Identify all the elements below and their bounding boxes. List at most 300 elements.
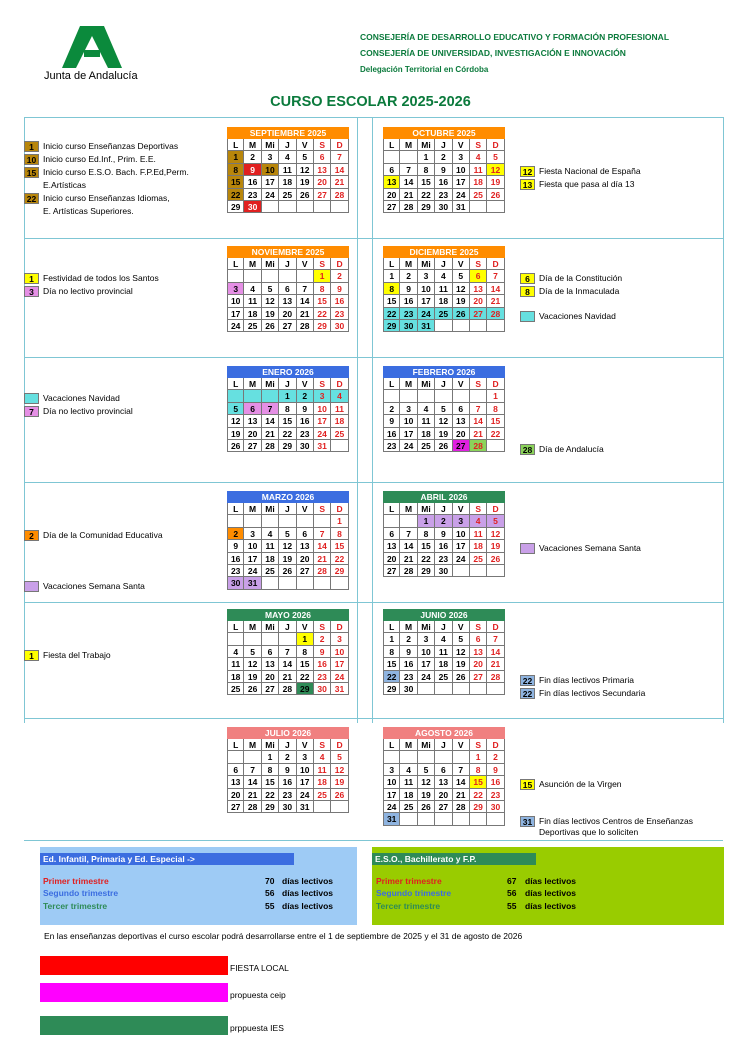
empty-cell — [262, 633, 279, 645]
day-cell: 8 — [314, 283, 331, 295]
day-cell: 22 — [297, 671, 314, 683]
month-grid — [383, 621, 505, 695]
legend-text: Asunción de la Virgen — [539, 779, 622, 789]
legend-swatch: 15 — [520, 779, 535, 790]
legend-text: Fin días lectivos Centros de Enseñanzas — [539, 816, 694, 826]
weekday-header: L — [227, 503, 244, 515]
day-cell: 13 — [227, 776, 244, 788]
empty-cell — [227, 633, 244, 645]
day-cell: 25 — [262, 565, 279, 577]
weekday-header: V — [453, 503, 470, 515]
day-cell: 20 — [453, 428, 470, 440]
ies-proposal-label: prppuesta IES — [230, 1023, 284, 1033]
empty-cell — [331, 577, 348, 589]
row-divider — [24, 718, 723, 719]
day-cell: 21 — [262, 428, 279, 440]
day-cell: 18 — [400, 789, 417, 801]
weekday-header: L — [227, 139, 244, 151]
day-cell: 23 — [435, 189, 452, 201]
day-cell: 18 — [314, 776, 331, 788]
empty-cell — [453, 683, 470, 695]
weekday-header: Mi — [262, 378, 279, 390]
legend-swatch: 1 — [24, 650, 39, 661]
day-cell: 1 — [383, 633, 400, 645]
day-cell: 20 — [383, 553, 400, 565]
day-cell: 18 — [279, 176, 296, 188]
weekday-header: S — [314, 378, 331, 390]
day-cell: 21 — [487, 295, 504, 307]
day-cell: 15 — [314, 295, 331, 307]
day-cell: 17 — [244, 553, 261, 565]
day-cell: 30 — [435, 565, 452, 577]
weekday-header: S — [470, 621, 487, 633]
legend-text: Fin días lectivos Secundaria — [539, 688, 646, 698]
third-term-label: Tercer trimestre — [43, 901, 108, 911]
day-cell: 24 — [314, 428, 331, 440]
day-cell: 2 — [227, 528, 244, 540]
month-calendar — [383, 727, 505, 826]
month-title: ENERO 2026 — [227, 366, 349, 378]
day-cell: 22 — [418, 189, 435, 201]
day-cell: 22 — [227, 189, 244, 201]
day-cell: 22 — [314, 308, 331, 320]
row-divider — [24, 357, 723, 358]
legend-text: Vacaciones Navidad — [43, 393, 120, 403]
empty-cell — [400, 751, 417, 763]
day-cell: 1 — [314, 270, 331, 282]
day-cell: 31 — [244, 577, 261, 589]
day-cell: 19 — [244, 671, 261, 683]
day-cell: 14 — [400, 540, 417, 552]
month-grid — [227, 503, 349, 590]
empty-cell — [383, 390, 400, 402]
day-cell: 21 — [279, 671, 296, 683]
day-cell: 10 — [383, 776, 400, 788]
legend-text: Día de la Inmaculada — [539, 286, 620, 296]
legend-swatch: 10 — [24, 154, 39, 165]
day-cell: 24 — [418, 308, 435, 320]
day-cell: 18 — [227, 671, 244, 683]
month-calendar — [227, 127, 349, 213]
weekday-header: Mi — [418, 258, 435, 270]
day-cell: 18 — [418, 428, 435, 440]
day-cell: 6 — [383, 164, 400, 176]
day-cell: 23 — [314, 671, 331, 683]
day-cell: 15 — [418, 176, 435, 188]
day-cell: 30 — [244, 201, 261, 213]
legend-swatch: 1 — [24, 141, 39, 152]
day-cell: 3 — [297, 751, 314, 763]
day-cell: 12 — [297, 164, 314, 176]
weekday-header: Mi — [418, 378, 435, 390]
day-cell: 17 — [297, 776, 314, 788]
days-unit: días lectivos — [525, 901, 577, 911]
weekday-header: L — [383, 503, 400, 515]
weekday-header: D — [331, 739, 348, 751]
day-cell: 25 — [435, 671, 452, 683]
day-cell: 4 — [435, 270, 452, 282]
day-cell: 18 — [435, 295, 452, 307]
weekday-header: M — [244, 739, 261, 751]
first-term-days: 70 — [265, 876, 275, 886]
empty-cell — [470, 813, 487, 825]
weekday-header: Mi — [418, 139, 435, 151]
month-grid — [383, 378, 505, 452]
second-term-days: 56 — [265, 888, 275, 898]
day-cell: 6 — [470, 633, 487, 645]
day-cell: 26 — [453, 308, 470, 320]
day-cell: 2 — [400, 270, 417, 282]
day-cell: 8 — [383, 283, 400, 295]
day-cell: 27 — [262, 683, 279, 695]
legend-swatch: 15 — [24, 167, 39, 178]
first-term-label: Primer trimestre — [376, 876, 442, 886]
day-cell: 2 — [383, 403, 400, 415]
day-cell: 29 — [418, 565, 435, 577]
day-cell: 13 — [470, 646, 487, 658]
day-cell: 17 — [453, 540, 470, 552]
empty-cell — [244, 515, 261, 527]
row-divider — [24, 840, 723, 841]
legend-text: E. Artísticas Superiores. — [43, 206, 134, 216]
empty-cell — [331, 801, 348, 813]
day-cell: 27 — [227, 801, 244, 813]
day-cell: 23 — [487, 789, 504, 801]
day-cell: 5 — [297, 151, 314, 163]
day-cell: 12 — [418, 776, 435, 788]
day-cell: 29 — [314, 320, 331, 332]
day-cell: 16 — [400, 658, 417, 670]
day-cell: 16 — [383, 428, 400, 440]
weekday-header: L — [383, 258, 400, 270]
day-cell: 17 — [418, 295, 435, 307]
day-cell: 2 — [297, 390, 314, 402]
weekday-header: S — [314, 503, 331, 515]
day-cell: 28 — [314, 565, 331, 577]
weekday-header: Mi — [418, 739, 435, 751]
day-cell: 10 — [297, 764, 314, 776]
weekday-header: J — [279, 139, 296, 151]
day-cell: 6 — [227, 764, 244, 776]
day-cell: 11 — [279, 164, 296, 176]
legend-swatch: 3 — [24, 286, 39, 297]
day-cell: 17 — [418, 658, 435, 670]
day-cell: 7 — [297, 283, 314, 295]
day-cell: 25 — [331, 428, 348, 440]
day-cell: 16 — [314, 658, 331, 670]
days-unit: días lectivos — [282, 901, 334, 911]
legend-swatch: 8 — [520, 286, 535, 297]
weekday-header: J — [279, 378, 296, 390]
weekday-header: Mi — [262, 258, 279, 270]
legend-text: Inicio curso Enseñanzas Idiomas, — [43, 193, 170, 203]
weekday-header: Mi — [418, 621, 435, 633]
day-cell: 24 — [418, 671, 435, 683]
day-cell: 18 — [262, 553, 279, 565]
day-cell: 13 — [383, 540, 400, 552]
third-term-days: 55 — [265, 901, 275, 911]
day-cell: 1 — [418, 151, 435, 163]
weekday-header: M — [400, 621, 417, 633]
weekday-header: J — [435, 139, 452, 151]
day-cell: 10 — [227, 295, 244, 307]
empty-cell — [418, 813, 435, 825]
weekday-header: L — [383, 739, 400, 751]
month-calendar — [227, 727, 349, 813]
day-cell: 14 — [314, 540, 331, 552]
day-cell: 28 — [487, 671, 504, 683]
empty-cell — [227, 515, 244, 527]
day-cell: 17 — [331, 658, 348, 670]
day-cell: 11 — [331, 403, 348, 415]
days-unit: días lectivos — [525, 888, 577, 898]
legend-swatch: 31 — [520, 816, 535, 827]
day-cell: 16 — [435, 176, 452, 188]
weekday-header: Mi — [262, 503, 279, 515]
day-cell: 3 — [331, 633, 348, 645]
day-cell: 11 — [400, 776, 417, 788]
day-cell: 14 — [244, 776, 261, 788]
empty-cell — [400, 515, 417, 527]
day-cell: 23 — [244, 189, 261, 201]
day-cell: 26 — [262, 320, 279, 332]
day-cell: 29 — [383, 683, 400, 695]
local-holiday-label: FIESTA LOCAL — [230, 963, 289, 973]
day-cell: 19 — [279, 553, 296, 565]
day-cell: 24 — [453, 553, 470, 565]
day-cell: 4 — [262, 528, 279, 540]
month-title: NOVIEMBRE 2025 — [227, 246, 349, 258]
day-cell: 8 — [331, 528, 348, 540]
day-cell: 22 — [279, 428, 296, 440]
day-cell: 12 — [244, 658, 261, 670]
weekday-header: M — [244, 258, 261, 270]
month-title: ABRIL 2026 — [383, 491, 505, 503]
empty-cell — [279, 633, 296, 645]
day-cell: 21 — [400, 189, 417, 201]
day-cell: 25 — [418, 440, 435, 452]
weekday-header: V — [453, 258, 470, 270]
day-cell: 1 — [487, 390, 504, 402]
empty-cell — [418, 390, 435, 402]
day-cell: 27 — [244, 440, 261, 452]
empty-cell — [262, 515, 279, 527]
day-cell: 19 — [418, 789, 435, 801]
day-cell: 4 — [279, 151, 296, 163]
empty-cell — [383, 515, 400, 527]
day-cell: 3 — [453, 515, 470, 527]
day-cell: 26 — [297, 189, 314, 201]
weekday-header: V — [453, 621, 470, 633]
empty-cell — [314, 515, 331, 527]
month-calendar — [227, 366, 349, 452]
weekday-header: L — [383, 139, 400, 151]
day-cell: 1 — [331, 515, 348, 527]
day-cell: 28 — [331, 189, 348, 201]
month-title: MAYO 2026 — [227, 609, 349, 621]
weekday-header: L — [227, 739, 244, 751]
empty-cell — [244, 751, 261, 763]
empty-cell — [435, 390, 452, 402]
day-cell: 5 — [453, 633, 470, 645]
day-cell: 12 — [262, 295, 279, 307]
weekday-header: J — [279, 503, 296, 515]
weekday-header: M — [244, 503, 261, 515]
day-cell: 3 — [418, 633, 435, 645]
legend-swatch: 22 — [520, 688, 535, 699]
legend-swatch: 12 — [520, 166, 535, 177]
day-cell: 13 — [279, 295, 296, 307]
day-cell: 2 — [435, 515, 452, 527]
month-calendar — [227, 609, 349, 695]
day-cell: 25 — [227, 683, 244, 695]
weekday-header: D — [331, 139, 348, 151]
day-cell: 23 — [297, 428, 314, 440]
day-cell: 29 — [262, 801, 279, 813]
day-cell: 4 — [470, 151, 487, 163]
empty-cell — [435, 683, 452, 695]
day-cell: 16 — [244, 176, 261, 188]
day-cell: 31 — [297, 801, 314, 813]
day-cell: 16 — [400, 295, 417, 307]
day-cell: 4 — [400, 764, 417, 776]
day-cell: 9 — [400, 646, 417, 658]
weekday-header: J — [435, 258, 452, 270]
day-cell: 18 — [435, 658, 452, 670]
day-cell: 19 — [297, 176, 314, 188]
day-cell: 28 — [262, 440, 279, 452]
day-cell: 5 — [487, 515, 504, 527]
empty-cell — [487, 320, 504, 332]
day-cell: 8 — [297, 646, 314, 658]
day-cell: 30 — [314, 683, 331, 695]
day-cell: 26 — [487, 189, 504, 201]
day-cell: 7 — [400, 164, 417, 176]
empty-cell — [470, 683, 487, 695]
day-cell: 2 — [314, 633, 331, 645]
day-cell: 28 — [470, 440, 487, 452]
day-cell: 29 — [227, 201, 244, 213]
day-cell: 8 — [227, 164, 244, 176]
day-cell: 24 — [383, 801, 400, 813]
month-grid — [227, 621, 349, 695]
legend-text: Fiesta Nacional de España — [539, 166, 641, 176]
weekday-header: M — [400, 739, 417, 751]
empty-cell — [227, 390, 244, 402]
day-cell: 7 — [244, 764, 261, 776]
day-cell: 2 — [331, 270, 348, 282]
empty-cell — [435, 813, 452, 825]
weekday-header: S — [470, 378, 487, 390]
row-divider — [24, 238, 723, 239]
day-cell: 25 — [470, 189, 487, 201]
second-term-label: Segundo trimestre — [43, 888, 119, 898]
weekday-header: D — [331, 378, 348, 390]
empty-cell — [244, 390, 261, 402]
org-line-2: CONSEJERÍA DE UNIVERSIDAD, INVESTIGACIÓN E INNOVACIÓN — [360, 48, 626, 58]
weekday-header: L — [383, 378, 400, 390]
weekday-header: M — [400, 503, 417, 515]
day-cell: 20 — [470, 658, 487, 670]
legend-swatch — [24, 581, 39, 592]
weekday-header: D — [487, 258, 504, 270]
empty-cell — [262, 390, 279, 402]
month-title: SEPTIEMBRE 2025 — [227, 127, 349, 139]
day-cell: 30 — [279, 801, 296, 813]
day-cell: 2 — [435, 151, 452, 163]
weekday-header: L — [227, 621, 244, 633]
day-cell: 2 — [279, 751, 296, 763]
legend-swatch: 7 — [24, 406, 39, 417]
day-cell: 17 — [453, 176, 470, 188]
day-cell: 1 — [227, 151, 244, 163]
day-cell: 28 — [400, 565, 417, 577]
day-cell: 10 — [331, 646, 348, 658]
day-cell: 28 — [297, 320, 314, 332]
empty-cell — [487, 683, 504, 695]
day-cell: 5 — [453, 270, 470, 282]
day-cell: 8 — [279, 403, 296, 415]
org-line-3: Delegación Territorial en Córdoba — [360, 65, 489, 74]
day-cell: 15 — [487, 415, 504, 427]
ies-proposal-swatch — [40, 1016, 228, 1035]
empty-cell — [418, 683, 435, 695]
day-cell: 31 — [383, 813, 400, 825]
day-cell: 20 — [435, 789, 452, 801]
empty-cell — [279, 515, 296, 527]
day-cell: 10 — [418, 646, 435, 658]
empty-cell — [262, 270, 279, 282]
day-cell: 30 — [297, 440, 314, 452]
day-cell: 7 — [453, 764, 470, 776]
month-calendar — [227, 246, 349, 332]
day-cell: 20 — [470, 295, 487, 307]
empty-cell — [435, 751, 452, 763]
day-cell: 21 — [487, 658, 504, 670]
weekday-header: Mi — [418, 503, 435, 515]
day-cell: 12 — [453, 646, 470, 658]
month-grid — [383, 139, 505, 213]
day-cell: 19 — [435, 428, 452, 440]
day-cell: 19 — [487, 176, 504, 188]
month-calendar — [383, 246, 505, 332]
day-cell: 21 — [453, 789, 470, 801]
month-calendar — [383, 491, 505, 577]
day-cell: 19 — [262, 308, 279, 320]
day-cell: 25 — [400, 801, 417, 813]
empty-cell — [331, 201, 348, 213]
empty-cell — [297, 270, 314, 282]
weekday-header: S — [314, 258, 331, 270]
summary-primary-title: Ed. Infantil, Primaria y Ed. Especial -> — [40, 853, 294, 865]
day-cell: 4 — [244, 283, 261, 295]
day-cell: 17 — [314, 415, 331, 427]
day-cell: 11 — [262, 540, 279, 552]
day-cell: 23 — [331, 308, 348, 320]
day-cell: 13 — [297, 540, 314, 552]
day-cell: 9 — [314, 646, 331, 658]
day-cell: 31 — [314, 440, 331, 452]
day-cell: 29 — [279, 440, 296, 452]
day-cell: 6 — [244, 403, 261, 415]
legend-swatch — [24, 393, 39, 404]
day-cell: 22 — [487, 428, 504, 440]
day-cell: 29 — [418, 201, 435, 213]
weekday-header: M — [244, 621, 261, 633]
day-cell: 5 — [262, 283, 279, 295]
day-cell: 31 — [453, 201, 470, 213]
empty-cell — [487, 813, 504, 825]
